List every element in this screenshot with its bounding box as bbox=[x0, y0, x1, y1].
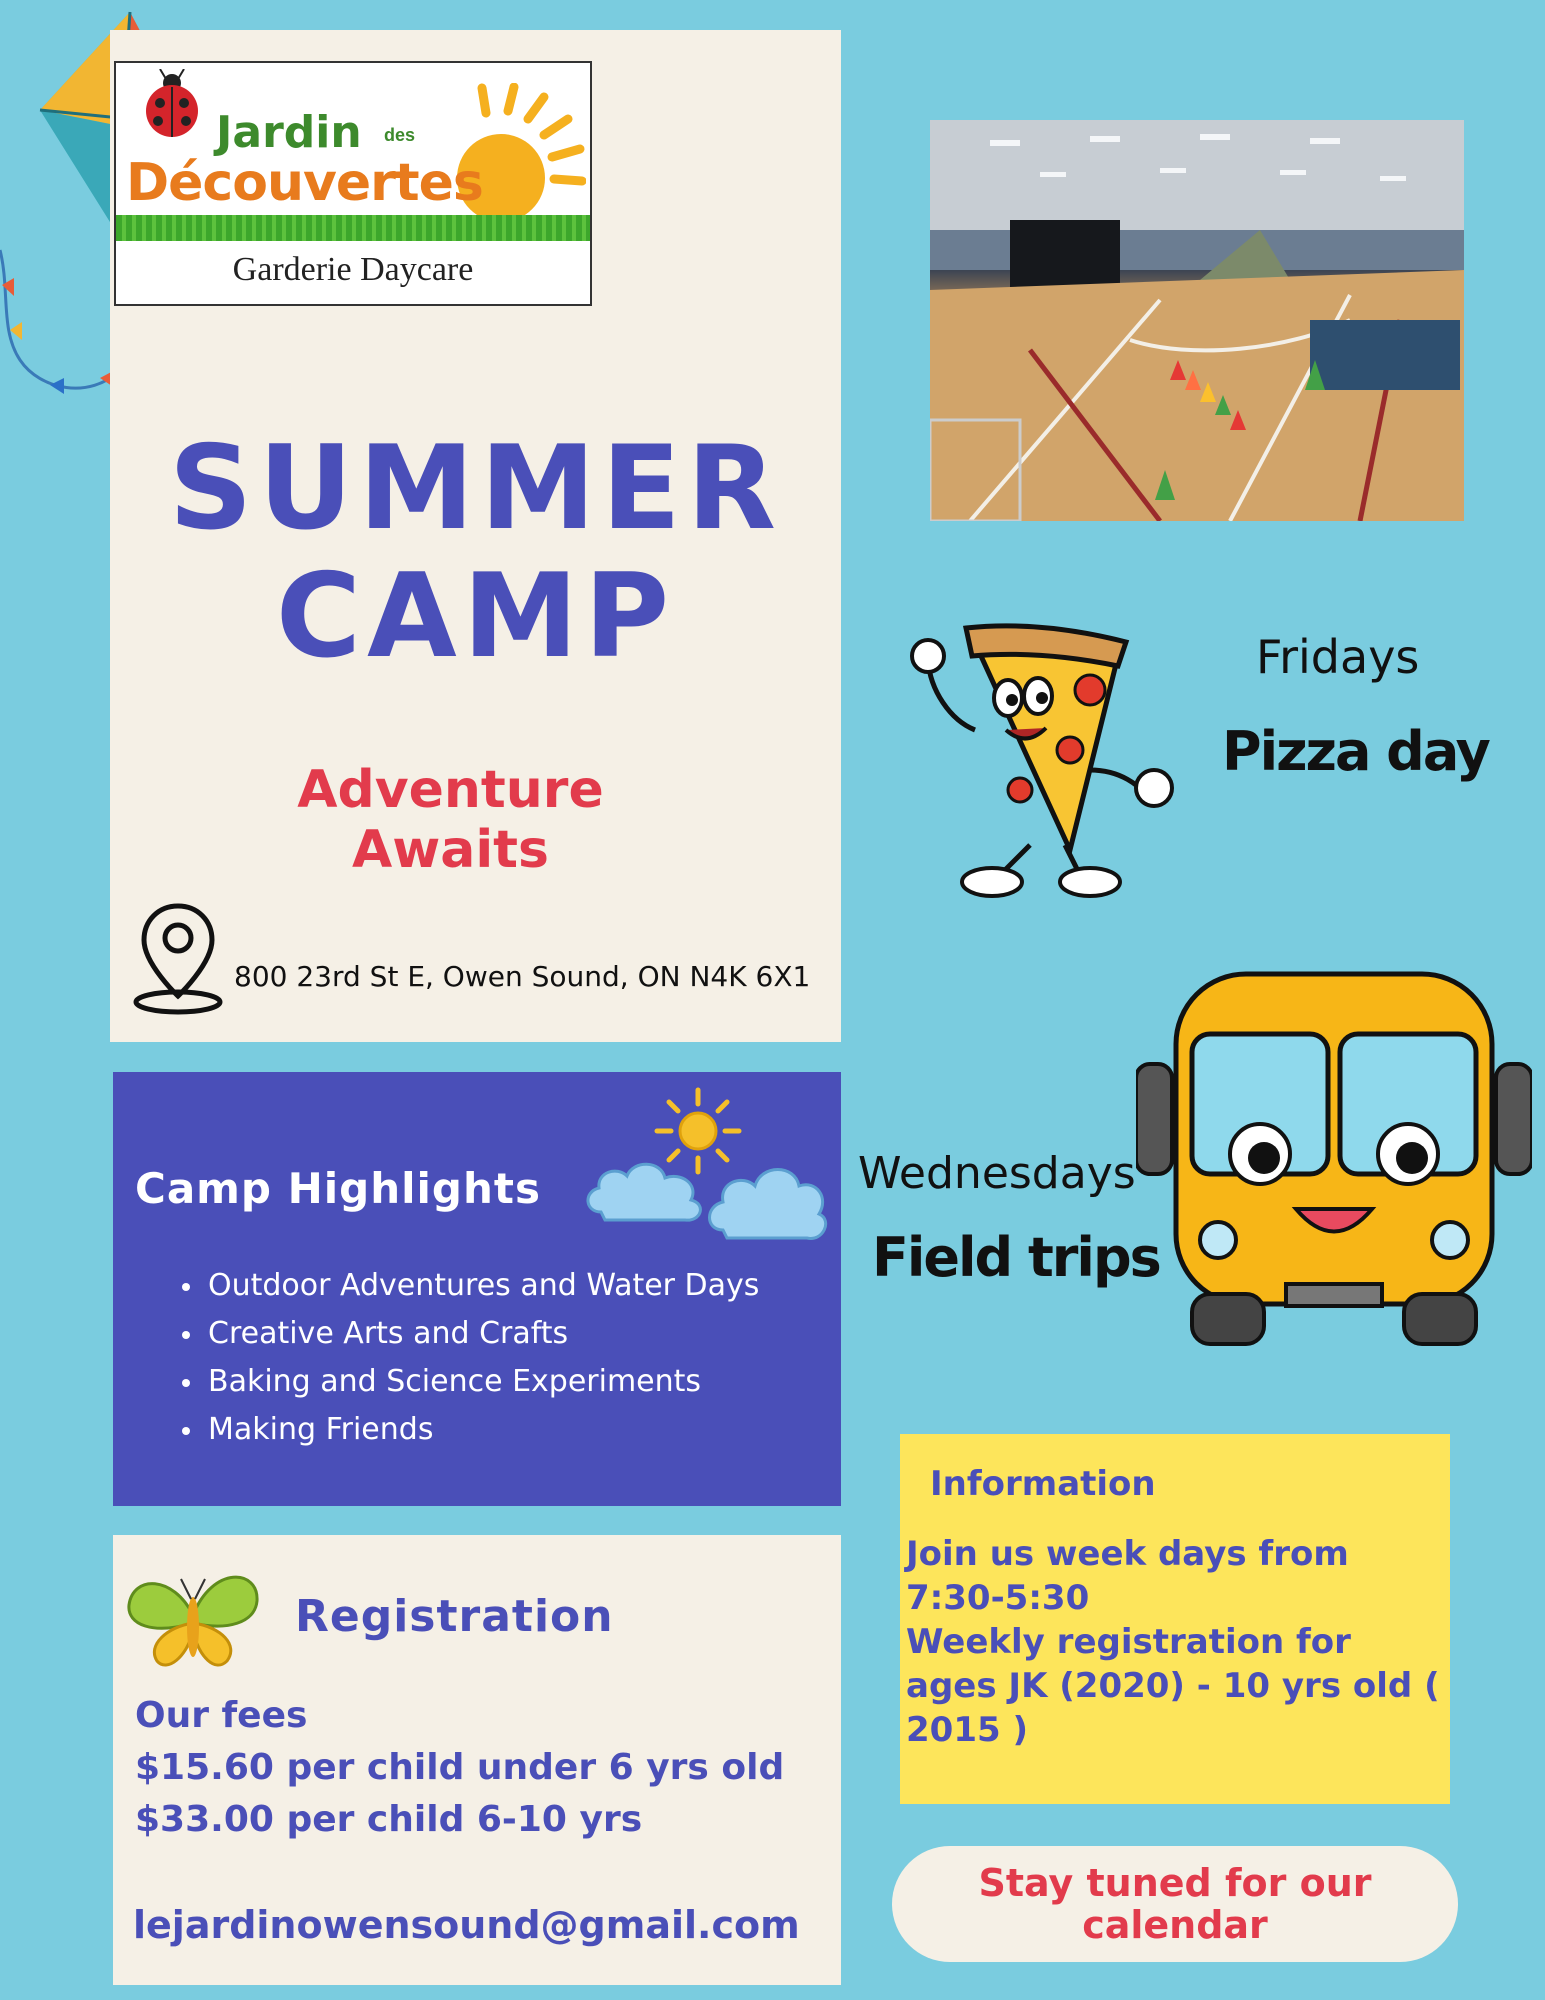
information-hours: Join us week days from 7:30-5:30 bbox=[906, 1534, 1349, 1618]
wednesdays-label: Wednesdays bbox=[858, 1148, 1136, 1199]
school-bus-icon bbox=[1136, 964, 1532, 1360]
fees-heading: Our fees bbox=[135, 1695, 308, 1736]
logo-name-des: des bbox=[384, 125, 416, 145]
list-item: Outdoor Adventures and Water Days bbox=[208, 1262, 759, 1310]
title-line-summer: SUMMER bbox=[168, 421, 783, 556]
fee-6-10: $33.00 per child 6-10 yrs bbox=[135, 1799, 643, 1840]
address-row bbox=[130, 900, 830, 1020]
pizza-mascot-icon bbox=[900, 620, 1180, 900]
ladybug-icon bbox=[140, 69, 204, 139]
logo-name-jardin: Jardin bbox=[216, 107, 362, 158]
address-text: 800 23rd St E, Owen Sound, ON N4K 6X1 bbox=[234, 960, 811, 993]
fees-block bbox=[135, 1690, 784, 1846]
title-line-camp: CAMP bbox=[275, 549, 676, 684]
registration-title: Registration bbox=[295, 1591, 614, 1642]
cloud-icon bbox=[703, 1152, 833, 1252]
list-item: Making Friends bbox=[208, 1406, 759, 1454]
information-title: Information bbox=[930, 1464, 1156, 1504]
cloud-icon bbox=[581, 1152, 711, 1232]
field-trips-label: Field trips bbox=[872, 1226, 1160, 1289]
information-body bbox=[906, 1532, 1448, 1752]
highlights-title: Camp Highlights bbox=[135, 1164, 541, 1213]
list-item: Baking and Science Experiments bbox=[208, 1358, 759, 1406]
page-title bbox=[110, 421, 841, 684]
fee-under-6: $15.60 per child under 6 yrs old bbox=[135, 1747, 785, 1788]
calendar-text: Stay tuned for our calendar bbox=[978, 1861, 1372, 1947]
list-item: Creative Arts and Crafts bbox=[208, 1310, 759, 1358]
logo-grass bbox=[116, 215, 590, 241]
pizza-day-label: Pizza day bbox=[1222, 720, 1489, 783]
gym-photo bbox=[930, 120, 1464, 521]
logo-tagline: Garderie Daycare bbox=[232, 251, 474, 288]
gym-illustration bbox=[930, 120, 1464, 521]
calendar-notice bbox=[892, 1846, 1458, 1962]
logo-name-decouvertes: Découvertes bbox=[126, 153, 483, 213]
registration-panel bbox=[113, 1535, 841, 1985]
page-subtitle bbox=[110, 760, 791, 880]
location-pin-icon bbox=[130, 900, 226, 1016]
subtitle-line-awaits: Awaits bbox=[351, 820, 549, 880]
highlights-list bbox=[208, 1262, 759, 1454]
subtitle-line-adventure: Adventure bbox=[297, 760, 604, 820]
contact-email[interactable]: lejardinowensound@gmail.com bbox=[133, 1903, 800, 1947]
information-panel bbox=[900, 1434, 1450, 1804]
butterfly-icon bbox=[123, 1565, 263, 1675]
highlights-panel bbox=[113, 1072, 841, 1506]
fridays-label: Fridays bbox=[1256, 630, 1420, 684]
information-ages: Weekly registration for ages JK (2020) - 10 yrs old ( 2015 ) bbox=[906, 1622, 1440, 1750]
daycare-logo bbox=[114, 61, 592, 306]
